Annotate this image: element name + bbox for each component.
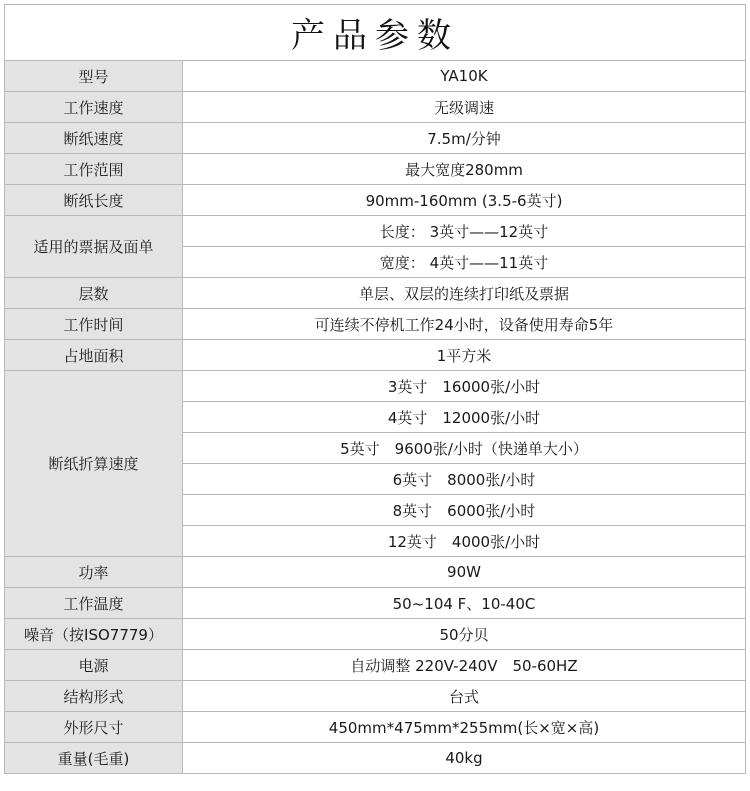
row-label-work-speed: 工作速度 bbox=[5, 92, 183, 123]
row-value-speed-8in: 8英寸 6000张/小时 bbox=[183, 495, 746, 526]
table-row bbox=[5, 309, 746, 340]
table-row bbox=[5, 92, 746, 123]
row-label-power-supply: 电源 bbox=[5, 650, 183, 681]
spec-table bbox=[4, 4, 746, 774]
table-row bbox=[5, 371, 746, 402]
row-value-work-temperature: 50~104 F、10-40C bbox=[183, 588, 746, 619]
row-value-gross-weight: 40kg bbox=[183, 743, 746, 774]
row-label-work-temperature: 工作温度 bbox=[5, 588, 183, 619]
table-row bbox=[5, 619, 746, 650]
title-row bbox=[5, 5, 746, 61]
row-label-gross-weight: 重量(毛重) bbox=[5, 743, 183, 774]
row-label-applicable-forms: 适用的票据及面单 bbox=[5, 216, 183, 278]
row-label-footprint: 占地面积 bbox=[5, 340, 183, 371]
row-value-speed-4in: 4英寸 12000张/小时 bbox=[183, 402, 746, 433]
row-value-speed-3in: 3英寸 16000张/小时 bbox=[183, 371, 746, 402]
row-value-structure: 台式 bbox=[183, 681, 746, 712]
row-label-structure: 结构形式 bbox=[5, 681, 183, 712]
table-row bbox=[5, 185, 746, 216]
row-value-cut-length: 90mm-160mm (3.5-6英寸) bbox=[183, 185, 746, 216]
table-row bbox=[5, 557, 746, 588]
row-label-work-range: 工作范围 bbox=[5, 154, 183, 185]
row-value-work-range: 最大宽度280mm bbox=[183, 154, 746, 185]
row-value-noise: 50分贝 bbox=[183, 619, 746, 650]
row-value-dimensions: 450mm*475mm*255mm(长×宽×高) bbox=[183, 712, 746, 743]
row-value-power: 90W bbox=[183, 557, 746, 588]
row-label-power: 功率 bbox=[5, 557, 183, 588]
row-value-applicable-length: 长度： 3英寸——12英寸 bbox=[183, 216, 746, 247]
table-row bbox=[5, 278, 746, 309]
row-value-work-speed: 无级调速 bbox=[183, 92, 746, 123]
row-value-speed-6in: 6英寸 8000张/小时 bbox=[183, 464, 746, 495]
row-value-layers: 单层、双层的连续打印纸及票据 bbox=[183, 278, 746, 309]
row-value-speed-5in: 5英寸 9600张/小时（快递单大小） bbox=[183, 433, 746, 464]
row-label-noise: 噪音（按ISO7779） bbox=[5, 619, 183, 650]
page-title: 产品参数 bbox=[5, 5, 746, 61]
row-value-applicable-width: 宽度： 4英寸——11英寸 bbox=[183, 247, 746, 278]
table-row bbox=[5, 712, 746, 743]
row-label-converted-speed: 断纸折算速度 bbox=[5, 371, 183, 557]
row-value-model: YA10K bbox=[183, 61, 746, 92]
table-row bbox=[5, 588, 746, 619]
table-row bbox=[5, 681, 746, 712]
table-row bbox=[5, 61, 746, 92]
row-label-dimensions: 外形尺寸 bbox=[5, 712, 183, 743]
row-label-model: 型号 bbox=[5, 61, 183, 92]
table-row bbox=[5, 650, 746, 681]
table-row bbox=[5, 743, 746, 774]
table-row bbox=[5, 216, 746, 247]
row-value-work-time: 可连续不停机工作24小时，设备使用寿命5年 bbox=[183, 309, 746, 340]
table-row bbox=[5, 123, 746, 154]
row-value-speed-12in: 12英寸 4000张/小时 bbox=[183, 526, 746, 557]
row-value-power-supply: 自动调整 220V-240V 50-60HZ bbox=[183, 650, 746, 681]
table-row bbox=[5, 154, 746, 185]
row-label-cut-length: 断纸长度 bbox=[5, 185, 183, 216]
row-label-cut-speed: 断纸速度 bbox=[5, 123, 183, 154]
row-value-cut-speed: 7.5m/分钟 bbox=[183, 123, 746, 154]
row-value-footprint: 1平方米 bbox=[183, 340, 746, 371]
row-label-work-time: 工作时间 bbox=[5, 309, 183, 340]
table-row bbox=[5, 340, 746, 371]
row-label-layers: 层数 bbox=[5, 278, 183, 309]
